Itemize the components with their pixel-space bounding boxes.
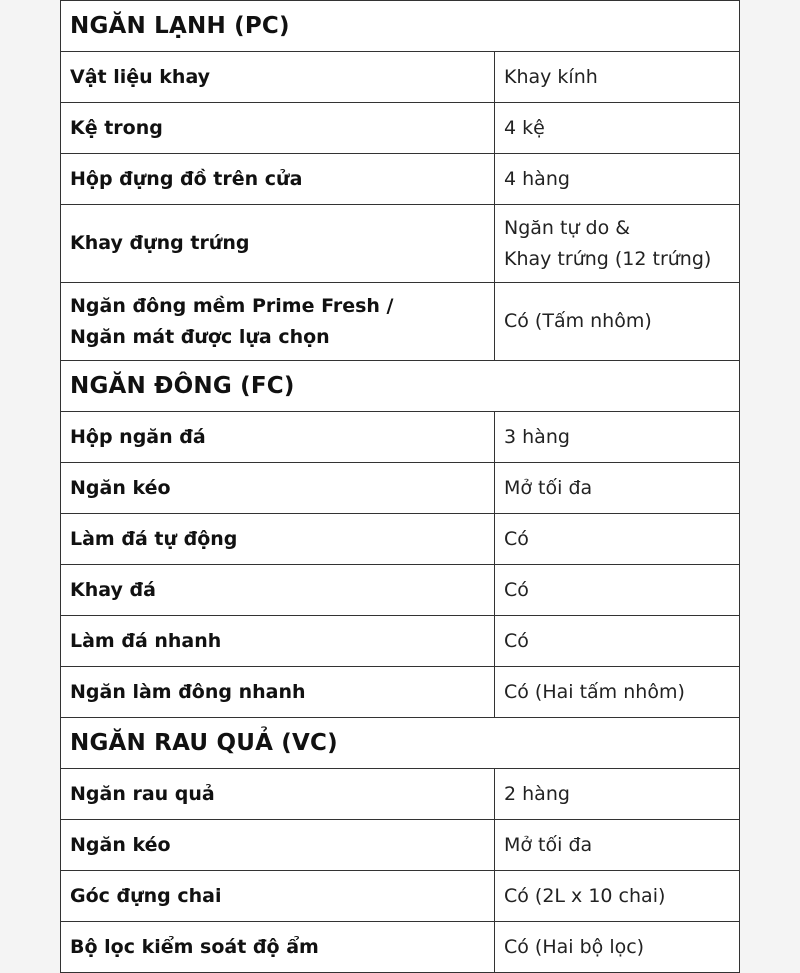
spec-value-cell	[495, 154, 740, 205]
spec-value: Có (2L x 10 chai)	[504, 884, 666, 907]
spec-value-cell	[495, 922, 740, 973]
spec-row	[61, 463, 740, 514]
spec-row	[61, 820, 740, 871]
spec-table	[60, 0, 740, 973]
spec-row	[61, 154, 740, 205]
spec-value: Mở tối đa	[504, 833, 593, 856]
spec-label-cell	[61, 871, 495, 922]
spec-row	[61, 103, 740, 154]
section-header-row	[61, 1, 740, 52]
section-title: NGĂN ĐÔNG (FC)	[61, 361, 740, 412]
spec-value-cell	[495, 463, 740, 514]
spec-label: Hộp ngăn đá	[70, 425, 206, 448]
spec-label: Hộp đựng đồ trên cửa	[70, 167, 303, 190]
spec-row	[61, 514, 740, 565]
spec-row	[61, 565, 740, 616]
spec-value: 3 hàng	[504, 425, 570, 448]
spec-label: Ngăn rau quả	[70, 782, 215, 805]
spec-value: Có	[504, 578, 529, 601]
spec-value-cell	[495, 769, 740, 820]
spec-label: Khay đá	[70, 578, 156, 601]
spec-value-cell	[495, 565, 740, 616]
spec-value: Khay kính	[504, 65, 598, 88]
spec-value-cell	[495, 616, 740, 667]
section-header-row	[61, 718, 740, 769]
spec-value-cell	[495, 514, 740, 565]
spec-row	[61, 769, 740, 820]
spec-label: Góc đựng chai	[70, 884, 222, 907]
spec-label: Ngăn làm đông nhanh	[70, 680, 306, 703]
spec-label-cell	[61, 769, 495, 820]
spec-value-cell	[495, 871, 740, 922]
spec-value: Khay trứng (12 trứng)	[504, 247, 712, 270]
spec-label-cell	[61, 283, 495, 361]
spec-label-cell	[61, 667, 495, 718]
spec-label-cell	[61, 154, 495, 205]
spec-label: Làm đá tự động	[70, 527, 238, 550]
spec-label: Làm đá nhanh	[70, 629, 222, 652]
spec-value: Có (Tấm nhôm)	[504, 310, 652, 332]
spec-value: 4 hàng	[504, 167, 570, 190]
spec-value: Có	[504, 527, 529, 550]
spec-value: Ngăn tự do &	[504, 216, 631, 239]
section-title: NGĂN LẠNH (PC)	[61, 1, 740, 52]
spec-value-cell	[495, 103, 740, 154]
spec-label-cell	[61, 820, 495, 871]
spec-label-cell	[61, 52, 495, 103]
spec-label-cell	[61, 565, 495, 616]
spec-value: Mở tối đa	[504, 476, 593, 499]
spec-value: Có (Hai tấm nhôm)	[504, 680, 685, 703]
spec-label: Khay đựng trứng	[70, 232, 250, 254]
spec-row	[61, 205, 740, 283]
spec-value-cell	[495, 820, 740, 871]
spec-row	[61, 922, 740, 973]
spec-row	[61, 667, 740, 718]
spec-row	[61, 412, 740, 463]
spec-value: Có (Hai bộ lọc)	[504, 935, 645, 958]
section-header-row	[61, 361, 740, 412]
spec-label-cell	[61, 103, 495, 154]
spec-row	[61, 616, 740, 667]
section-title: NGĂN RAU QUẢ (VC)	[61, 718, 740, 769]
spec-row	[61, 52, 740, 103]
spec-label-cell	[61, 514, 495, 565]
spec-label: Vật liệu khay	[70, 65, 211, 88]
spec-row	[61, 283, 740, 361]
spec-value-cell	[495, 205, 740, 283]
spec-value: 2 hàng	[504, 782, 570, 805]
spec-value-cell	[495, 52, 740, 103]
spec-label-cell	[61, 922, 495, 973]
spec-value-cell	[495, 412, 740, 463]
spec-label: Ngăn đông mềm Prime Fresh /	[70, 294, 394, 317]
spec-value-cell	[495, 667, 740, 718]
spec-label: Kệ trong	[70, 116, 163, 139]
spec-value: Có	[504, 629, 529, 652]
spec-label: Ngăn kéo	[70, 833, 171, 856]
spec-value-cell	[495, 283, 740, 361]
spec-label-cell	[61, 205, 495, 283]
spec-row	[61, 871, 740, 922]
spec-value: 4 kệ	[504, 116, 545, 139]
spec-label-cell	[61, 412, 495, 463]
spec-label-cell	[61, 463, 495, 514]
spec-label-cell	[61, 616, 495, 667]
spec-table-body	[61, 1, 740, 973]
spec-label: Bộ lọc kiểm soát độ ẩm	[70, 935, 319, 958]
spec-label: Ngăn kéo	[70, 476, 171, 499]
spec-label: Ngăn mát được lựa chọn	[70, 325, 330, 348]
